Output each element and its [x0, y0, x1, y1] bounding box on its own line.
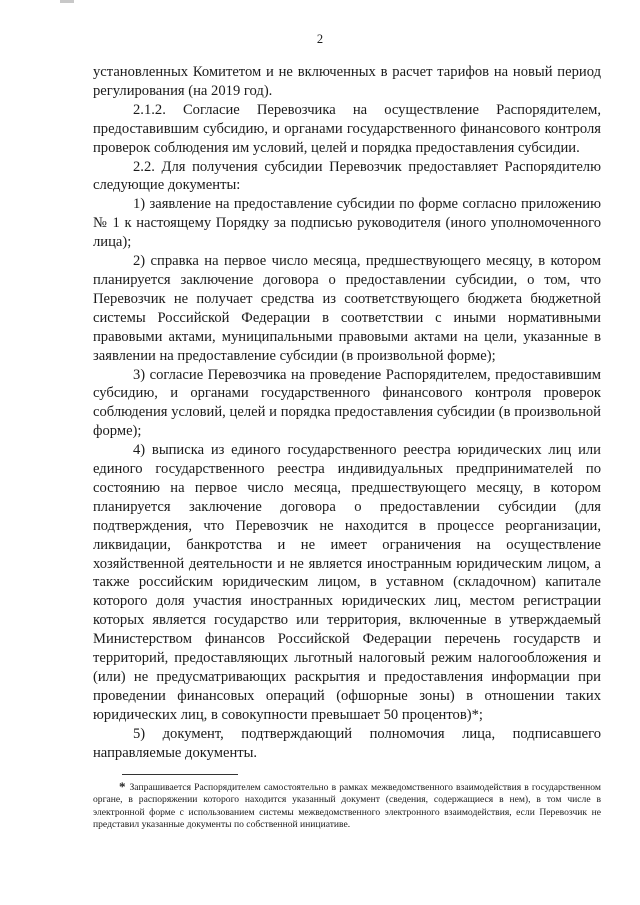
- list-item-4: 4) выписка из единого государственного реестра юридических лиц или единого государственного реестра индивидуальных предпринимателей по состоянию на первое число месяца, предшествующего месяцу, в котором планируется заключение договора о предоставлении субсидии (для подтверждения, что Перевозчик не находится в процессе реорганизации, ликвидации, банкротства и не имеет ограничения на осуществление хозяйственной деятельности и не является иностранным юридическим лицом, а также российским юридическим лицом, в уставном (складочном) капитале которого доля участия иностранных юридических лиц, местом регистрации которых является государство или территория, включенные в утверждаемый Министерством финансов Российской Федерации перечень государств и территорий, предоставляющих льготный налоговый режим налогообложения и (или) не предусматривающих раскрытия и предоставления информации при проведении финансовых операций (офшорные зоны) в отношении таких юридических лиц, в совокупности превышает 50 процентов)*;: [93, 442, 601, 723]
- scan-artifact: [60, 0, 74, 3]
- list-item-3: 3) согласие Перевозчика на проведение Распорядителем, предоставившим субсидию, и органами государственного финансового контроля проверок соблюдения условий, целей и порядка предоставления субсидии (в произвольной форме);: [93, 366, 601, 440]
- page-number: 2: [316, 32, 324, 46]
- list-item-1: 1) заявление на предоставление субсидии по форме согласно приложению № 1 к настоящему Порядку за подписью руководителя (иного уполномоченного лица);: [93, 196, 601, 251]
- paragraph-continuation: установленных Комитетом и не включенных в расчет тарифов на новый период регулирования (на 2019 год).: [93, 64, 601, 99]
- footnote: [93, 781, 601, 832]
- paragraph-2-1-2: 2.1.2. Согласие Перевозчика на осуществление Распорядителем, предоставившим субсидию, и органами государственного финансового контроля проверок соблюдения им условий, целей и порядка предоставления субсидии.: [93, 101, 601, 156]
- footnote-mark: *: [119, 779, 126, 794]
- footnote-separator: [122, 774, 238, 775]
- document-body: [93, 63, 601, 763]
- footnote-text: Запрашивается Распорядителем самостоятельно в рамках межведомственного взаимодействия в государственном органе, в распоряжении которого находится указанный документ (сведения, содержащиеся в нем), в том числе в электронной форме с использованием системы межведомственного электронного взаимодействия, если Перевозчик не представил указанные документы по собственной инициативе.: [93, 782, 601, 831]
- list-item-5: 5) документ, подтверждающий полномочия лица, подписавшего направляемые документы.: [93, 725, 601, 761]
- paragraph-2-2: 2.2. Для получения субсидии Перевозчик предоставляет Распорядителю следующие документы:: [93, 158, 601, 194]
- list-item-2: 2) справка на первое число месяца, предшествующего месяцу, в котором планируется заключение договора о предоставлении субсидии, о том, что Перевозчик не получает средства из соответствующего бюджета бюджетной системы Российской Федерации в соответствии с иными нормативными правовыми актами, муниципальными правовыми актами на цели, указанные в заявлении на предоставление субсидии (в произвольной форме);: [93, 253, 601, 364]
